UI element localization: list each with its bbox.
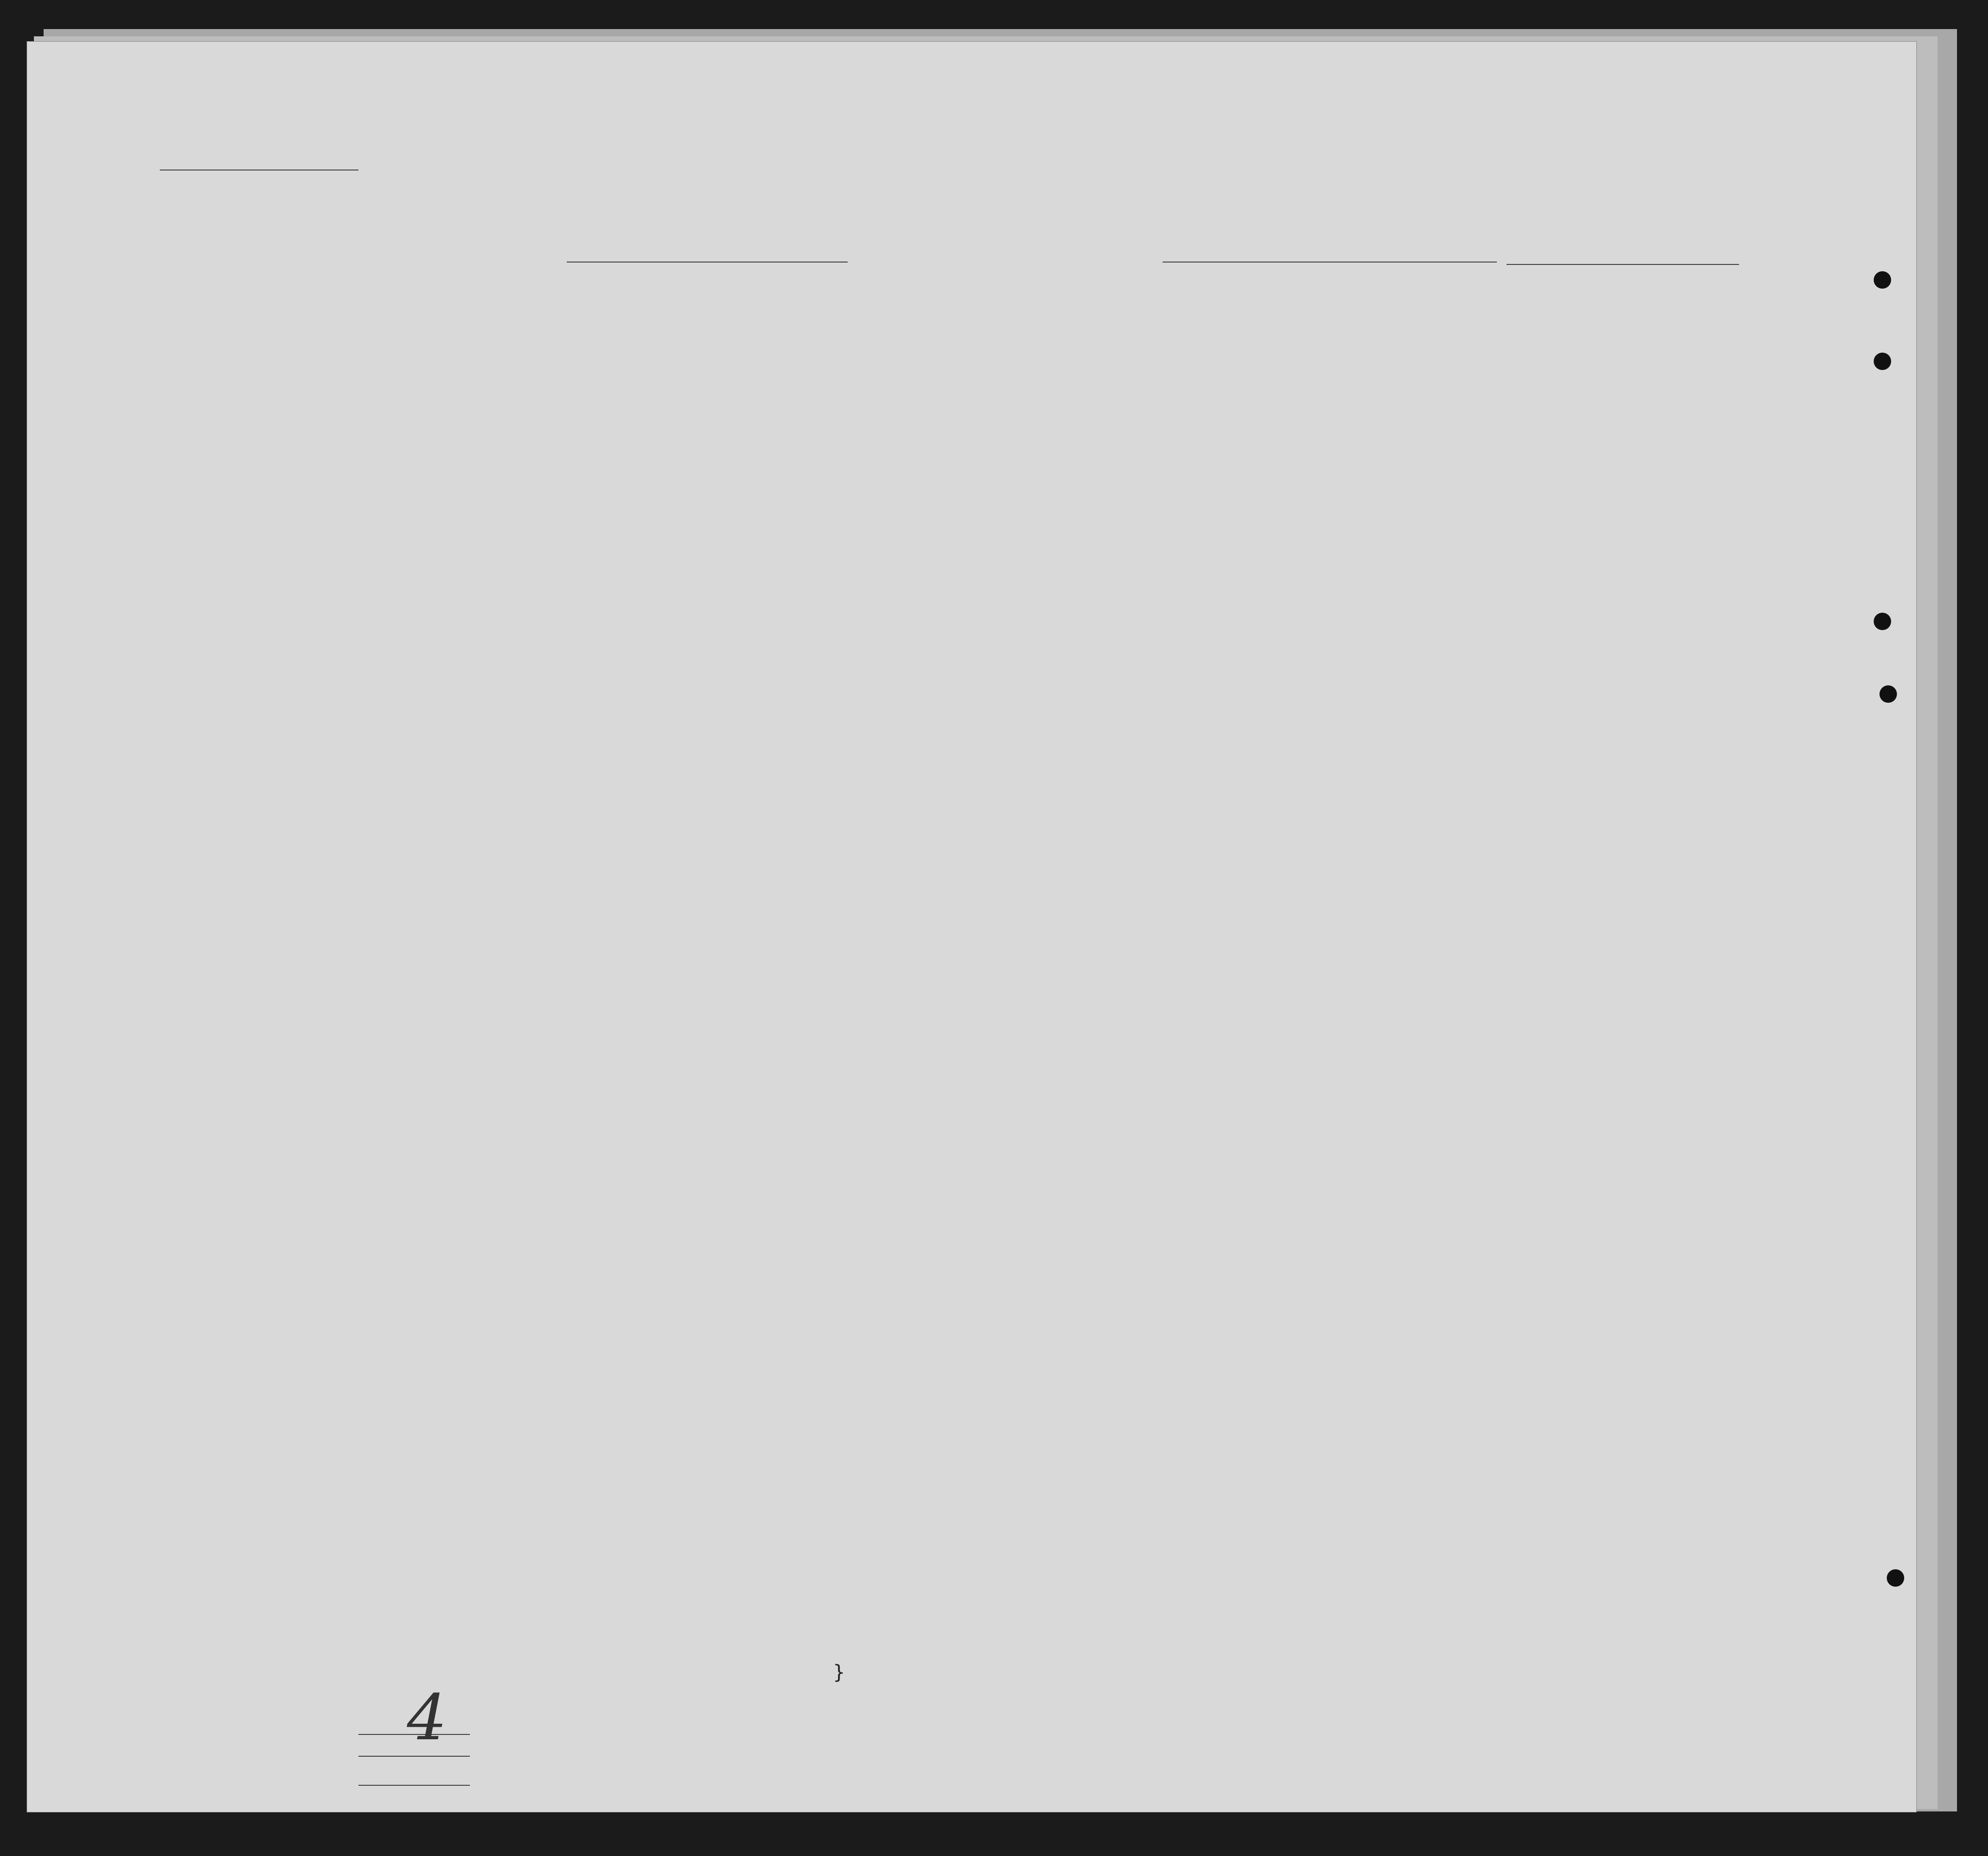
port-line: [1163, 262, 1497, 263]
brace: }: [833, 1661, 845, 1684]
date-line: [1507, 264, 1739, 265]
ship-name-line: [567, 262, 848, 263]
punch-hole: [1887, 1569, 1904, 1587]
punch-hole: [1874, 613, 1891, 630]
punch-hole: [1879, 685, 1897, 703]
punch-hole: [1874, 271, 1891, 289]
citizens-line: [358, 1756, 470, 1757]
aliens-line: [358, 1785, 470, 1786]
punch-hole: [1874, 353, 1891, 370]
handwritten-total: 4: [407, 1681, 447, 1754]
manifest-page: [27, 41, 1917, 1812]
